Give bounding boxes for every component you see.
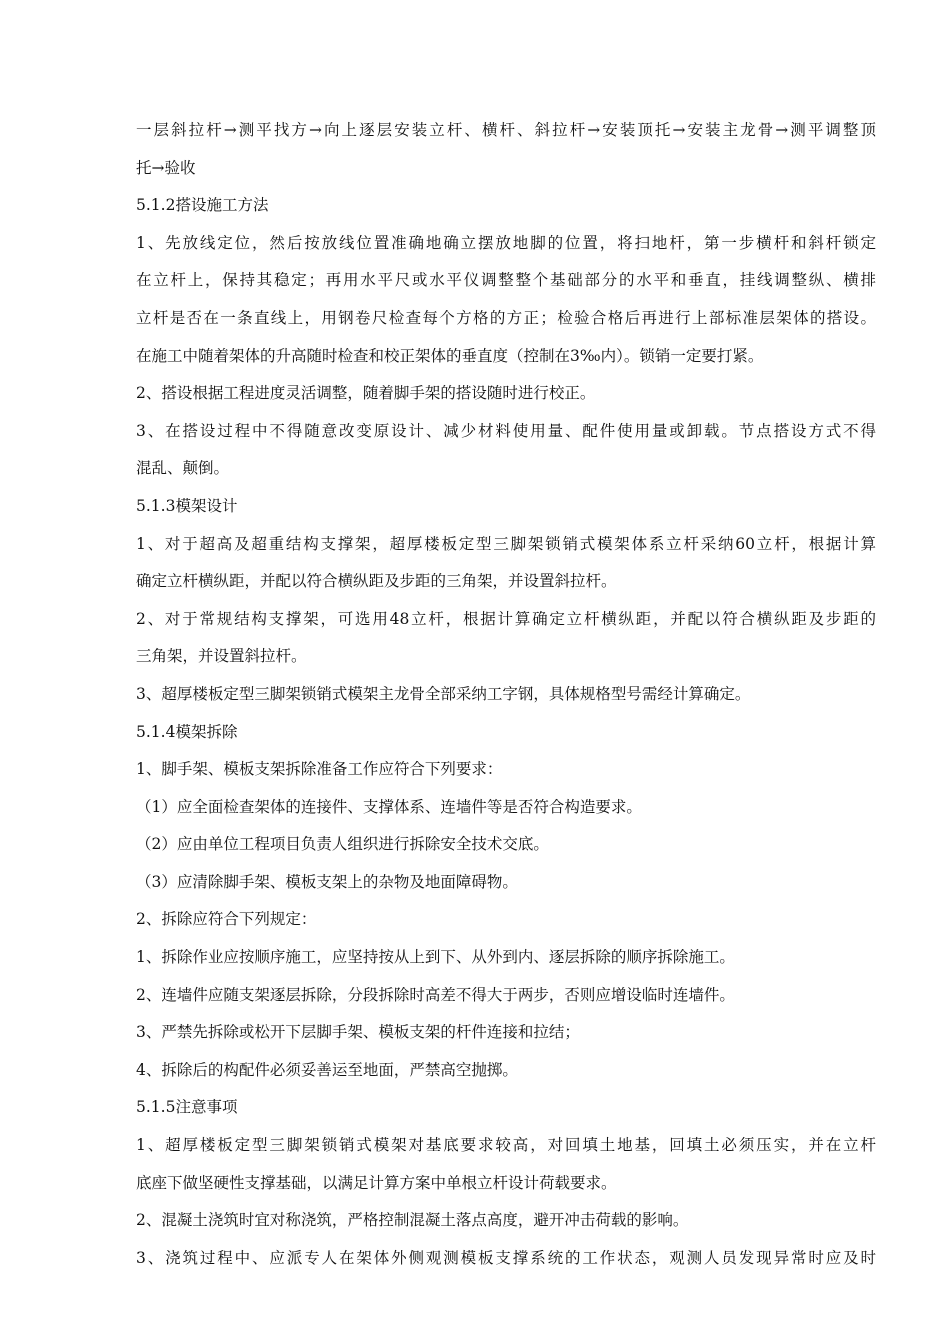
text-line: 2、搭设根据工程进度灵活调整，随着脚手架的搭设随时进行校正。	[136, 384, 596, 403]
text-line: 4、拆除后的构配件必须妥善运至地面，严禁高空抛掷。	[136, 1060, 518, 1079]
text-line: 3、浇筑过程中、应派专人在架体外侧观测模板支撑系统的工作状态，观测人员发现异常时应及时	[136, 1248, 876, 1267]
text-line: 立杆是否在一条直线上，用钢卷尺检查每个方格的方正；检验合格后再进行上部标准层架体的搭设。	[136, 308, 876, 327]
text-line: 2、拆除应符合下列规定：	[136, 910, 317, 929]
text-line: 3、在搭设过程中不得随意改变原设计、减少材料使用量、配件使用量或卸载。节点搭设方式不得	[136, 421, 876, 440]
text-line: 5.1.5注意事项	[136, 1098, 238, 1117]
text-line: 3、超厚楼板定型三脚架锁销式模架主龙骨全部采纳工字钢，具体规格型号需经计算确定。	[136, 684, 751, 703]
text-line: 5.1.3模架设计	[136, 496, 238, 515]
text-line: 2、对于常规结构支撑架，可选用48立杆，根据计算确定立杆横纵距，并配以符合横纵距及步距的	[136, 609, 876, 628]
text-line: 3、严禁先拆除或松开下层脚手架、模板支架的杆件连接和拉结；	[136, 1023, 580, 1042]
text-line: 在立杆上，保持其稳定；再用水平尺或水平仪调整整个基础部分的水平和垂直，挂线调整纵、横排	[136, 271, 876, 290]
text-line: 一层斜拉杆→测平找方→向上逐层安装立杆、横杆、斜拉杆→安装顶托→安装主龙骨→测平调整顶	[136, 121, 876, 139]
text-line: 5.1.2搭设施工方法	[136, 196, 269, 215]
text-line: 2、混凝土浇筑时宜对称浇筑，严格控制混凝土落点高度，避开冲击荷载的影响。	[136, 1211, 689, 1230]
text-line: （3）应清除脚手架、模板支架上的杂物及地面障碍物。	[136, 872, 518, 891]
text-line: 底座下做坚硬性支撑基础，以满足计算方案中单根立杆设计荷载要求。	[136, 1173, 617, 1192]
text-line: 1、超厚楼板定型三脚架锁销式模架对基底要求较高，对回填土地基，回填土必须压实，并在立杆	[136, 1136, 876, 1155]
text-line: 1、脚手架、模板支架拆除准备工作应符合下列要求：	[136, 760, 503, 779]
text-line: 混乱、颠倒。	[136, 459, 230, 478]
text-line: （2）应由单位工程项目负责人组织进行拆除安全技术交底。	[136, 835, 549, 854]
text-line: （1）应全面检查架体的连接件、支撑体系、连墙件等是否符合构造要求。	[136, 797, 642, 816]
text-line: 1、对于超高及超重结构支撑架，超厚楼板定型三脚架锁销式模架体系立杆采纳60立杆，根据计算	[136, 534, 876, 553]
text-line: 1、先放线定位，然后按放线位置准确地确立摆放地脚的位置，将扫地杆，第一步横杆和斜杆锁定	[136, 233, 876, 252]
text-line: 2、连墙件应随支架逐层拆除，分段拆除时高差不得大于两步，否则应增设临时连墙件。	[136, 985, 735, 1004]
text-line: 1、拆除作业应按顺序施工，应坚持按从上到下、从外到内、逐层拆除的顺序拆除施工。	[136, 948, 735, 967]
text-line: 确定立杆横纵距，并配以符合横纵距及步距的三角架，并设置斜拉杆。	[136, 572, 617, 591]
text-line: 托→验收	[136, 158, 196, 177]
text-line: 5.1.4模架拆除	[136, 722, 238, 741]
text-line: 在施工中随着架体的升高随时检查和校正架体的垂直度（控制在3‰内）。锁销一定要打紧。	[136, 346, 764, 365]
document-body	[136, 112, 876, 1277]
text-line: 三角架，并设置斜拉杆。	[136, 647, 307, 666]
